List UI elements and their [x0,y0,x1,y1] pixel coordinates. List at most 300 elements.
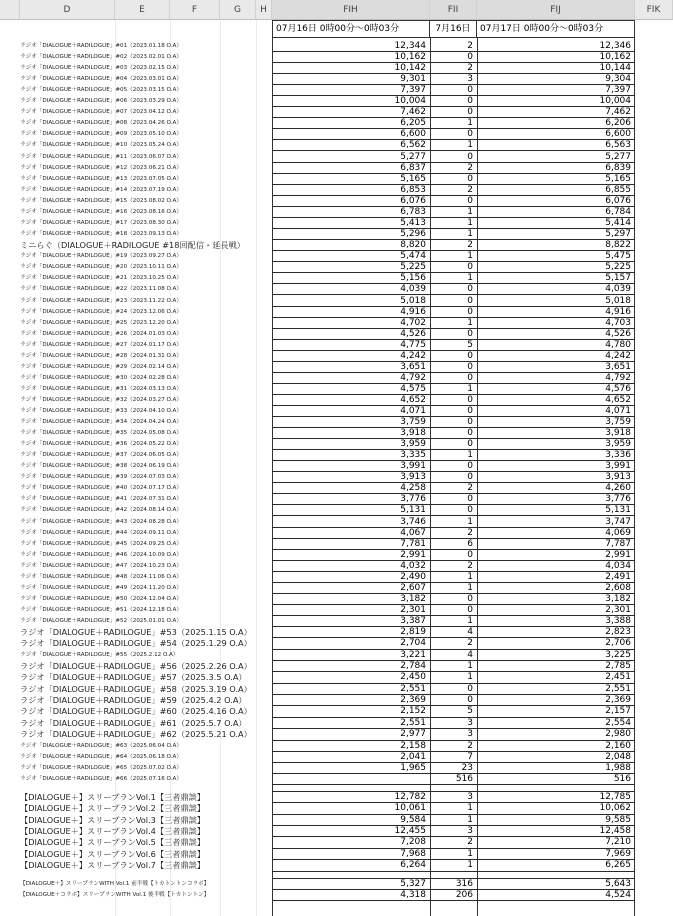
cell-fij[interactable]: 2,301 [477,605,635,616]
column-header-g[interactable]: G [220,0,256,20]
cell-fii[interactable]: 0 [430,605,477,616]
cell-fii[interactable]: 0 [430,684,477,695]
cell-fii[interactable]: 1 [430,273,477,284]
cell-fih[interactable]: 2,704 [272,638,430,649]
row-label[interactable]: ミニらぐ（DIALOGUE＋RADILOGUE #18回配信・延長戦） [20,239,245,250]
cell-fii[interactable]: 0 [430,262,477,273]
cell-fii[interactable]: 0 [430,351,477,362]
row-label[interactable]: ラジオ「DIALOGUE＋RADILOGUE」#51（2024.12.18 O.A） [20,606,182,613]
cell-fii[interactable]: 0 [430,695,477,706]
cell-fih[interactable]: 5,131 [272,505,430,516]
row-label[interactable]: ラジオ「DIALOGUE＋RADILOGUE」#29（2024.02.14 O.A） [20,363,182,370]
cell-fih[interactable]: 7,968 [272,849,430,860]
row-label[interactable]: ラジオ「DIALOGUE＋RADILOGUE」#12（2023.06.21 O.A） [20,164,182,171]
cell-fij[interactable]: 7,787 [477,539,635,550]
cell-fii[interactable]: 0 [430,129,477,140]
cell-fij[interactable]: 4,780 [477,340,635,351]
cell-fih[interactable]: 12,455 [272,826,430,837]
row-label[interactable]: ラジオ「DIALOGUE＋RADILOGUE」#23（2023.11.22 O.A） [20,297,182,304]
column-header-fii[interactable]: FII [430,0,477,20]
row-label[interactable]: ラジオ「DIALOGUE＋RADILOGUE」#20（2023.10.11 O.A） [20,264,182,271]
cell-fih[interactable]: 2,607 [272,583,430,594]
cell-fii[interactable]: 0 [430,296,477,307]
cell-fij[interactable]: 5,643 [477,879,635,890]
header-fii[interactable]: 7月16日 [430,20,477,38]
row-label[interactable]: ラジオ「DIALOGUE＋RADILOGUE」#33（2024.04.10 O.A） [20,408,182,414]
cell-fii[interactable]: 0 [430,472,477,483]
row-label[interactable]: ラジオ「DIALOGUE＋RADILOGUE」#16（2023.08.16 O.A） [20,208,182,215]
cell-fij[interactable]: 5,475 [477,251,635,262]
row-label[interactable]: 【DIALOGUE＋】スリープランVol.4【三者鼎談】 [20,826,206,837]
cell-fih[interactable]: 3,918 [272,428,430,439]
cell-fij[interactable]: 4,792 [477,373,635,384]
row-label[interactable]: ラジオ「DIALOGUE＋RADILOGUE」#54（2025.1.29 O.A） [20,638,252,649]
cell-fih[interactable]: 5,474 [272,251,430,262]
row-label[interactable]: ラジオ「DIALOGUE＋RADILOGUE」#43（2024.08.28 O.A） [20,518,182,525]
row-label[interactable]: ラジオ「DIALOGUE＋RADILOGUE」#18（2023.09.13 O.A） [20,230,182,237]
cell-fii[interactable]: 1 [430,450,477,461]
header-fik[interactable] [635,20,673,38]
cell-fij[interactable]: 5,157 [477,273,635,284]
cell-fij[interactable]: 3,651 [477,362,635,373]
cell-fij[interactable]: 7,969 [477,849,635,860]
cell-fih[interactable]: 4,575 [272,384,430,395]
cell-fih[interactable]: 4,067 [272,528,430,539]
cell-fii[interactable]: 0 [430,550,477,561]
cell-fih[interactable]: 2,301 [272,605,430,616]
cell-fih[interactable]: 4,318 [272,890,430,901]
cell-fih[interactable]: 3,959 [272,439,430,450]
cell-fij[interactable]: 8,822 [477,240,635,251]
spacer-cell[interactable] [272,872,430,879]
cell-fij[interactable]: 4,652 [477,395,635,406]
cell-fih[interactable]: 6,600 [272,129,430,140]
row-label[interactable]: ラジオ「DIALOGUE＋RADILOGUE」#28（2024.01.31 O.A） [20,352,182,359]
cell-fih[interactable]: 2,152 [272,706,430,717]
row-label[interactable]: ラジオ「DIALOGUE＋RADILOGUE」#62（2025.5.21 O.A） [20,729,252,740]
cell-fii[interactable]: 3 [430,792,477,803]
row-label[interactable]: ラジオ「DIALOGUE＋RADILOGUE」#47（2024.10.23 O.A） [20,562,182,569]
row-label[interactable]: ラジオ「DIALOGUE＋RADILOGUE」#25（2023.12.20 O.A） [20,319,182,326]
cell-fih[interactable]: 3,913 [272,472,430,483]
row-label[interactable]: ラジオ「DIALOGUE＋RADILOGUE」#46（2024.10.09 O.A） [20,551,182,558]
cell-fij[interactable]: 6,784 [477,207,635,218]
cell-fij[interactable]: 9,304 [477,74,635,85]
cell-fih[interactable]: 6,205 [272,118,430,129]
cell-fij[interactable]: 2,157 [477,706,635,717]
cell-fii[interactable]: 2 [430,837,477,848]
cell-fii[interactable]: 1 [430,803,477,814]
header-fij[interactable]: 07月17日 0時00分〜0時03分 [477,20,635,38]
row-label[interactable]: ラジオ「DIALOGUE＋RADILOGUE」#36（2024.05.22 O.A） [20,441,182,448]
cell-fii[interactable]: 1 [430,572,477,583]
corner-cell[interactable] [0,0,20,20]
cell-fij[interactable]: 9,585 [477,815,635,826]
cell-fih[interactable]: 2,551 [272,718,430,729]
cell-fii[interactable]: 3 [430,826,477,837]
column-header-fih[interactable]: FIH [272,0,430,20]
cell-fij[interactable]: 516 [477,774,635,785]
row-label[interactable]: ラジオ「DIALOGUE＋RADILOGUE」#44（2024.09.11 O.A） [20,529,182,536]
cell-fih[interactable]: 4,032 [272,561,430,572]
row-label[interactable]: ラジオ「DIALOGUE＋RADILOGUE」#32（2024.03.27 O.A） [20,396,182,403]
cell-fih[interactable]: 8,820 [272,240,430,251]
row-label[interactable]: ラジオ「DIALOGUE＋RADILOGUE」#35（2024.05.08 O.A） [20,430,182,437]
column-header-f[interactable]: F [170,0,220,20]
spacer-cell[interactable] [430,785,477,792]
cell-fii[interactable]: 1 [430,118,477,129]
cell-fij[interactable]: 6,855 [477,185,635,196]
cell-fii[interactable]: 1 [430,140,477,151]
cell-fii[interactable]: 0 [430,329,477,340]
cell-fii[interactable]: 0 [430,85,477,96]
column-header-fik[interactable]: FIK [635,0,673,20]
cell-fii[interactable]: 1 [430,583,477,594]
cell-fij[interactable]: 4,039 [477,284,635,295]
cell-fii[interactable]: 0 [430,152,477,163]
cell-fij[interactable]: 3,388 [477,616,635,627]
row-label[interactable]: ラジオ「DIALOGUE＋RADILOGUE」#41（2024.07.31 O.A） [20,496,182,503]
cell-fii[interactable]: 1 [430,616,477,627]
cell-fii[interactable]: 0 [430,52,477,63]
spacer-cell[interactable] [430,872,477,879]
cell-fii[interactable]: 1 [430,318,477,329]
row-label[interactable]: ラジオ「DIALOGUE＋RADILOGUE」#31（2024.03.13 O.A） [20,385,182,392]
cell-fii[interactable]: 0 [430,594,477,605]
cell-fii[interactable]: 1 [430,815,477,826]
cell-fii[interactable]: 4 [430,627,477,638]
cell-fih[interactable]: 4,702 [272,318,430,329]
cell-fih[interactable]: 3,746 [272,517,430,528]
spacer-cell[interactable] [477,872,635,879]
spacer-cell[interactable] [272,785,430,792]
cell-fij[interactable]: 3,913 [477,472,635,483]
cell-fii[interactable]: 1 [430,860,477,871]
cell-fii[interactable]: 206 [430,890,477,901]
cell-fii[interactable]: 6 [430,539,477,550]
spacer-cell[interactable] [477,785,635,792]
cell-fij[interactable]: 2,785 [477,661,635,672]
cell-fih[interactable]: 5,327 [272,879,430,890]
cell-fih[interactable]: 12,782 [272,792,430,803]
row-label[interactable]: 【DIALOGUE＋】スリープランVol.7【三者鼎談】 [20,860,206,871]
row-label[interactable]: ラジオ「DIALOGUE＋RADILOGUE」#50（2024.12.04 O.A） [20,595,182,602]
cell-fih[interactable]: 10,142 [272,63,430,74]
row-label[interactable]: ラジオ「DIALOGUE＋RADILOGUE」#65（2025.07.02 O.A） [20,764,182,771]
row-label[interactable]: ラジオ「DIALOGUE＋RADILOGUE」#56（2025.2.26 O.A） [20,660,252,671]
column-header-h[interactable]: H [256,0,272,20]
cell-fih[interactable]: 7,397 [272,85,430,96]
cell-fii[interactable]: 0 [430,307,477,318]
cell-fih[interactable]: 4,526 [272,329,430,340]
cell-fij[interactable]: 1,988 [477,763,635,774]
cell-fih[interactable]: 5,277 [272,152,430,163]
cell-fij[interactable]: 4,916 [477,307,635,318]
cell-fij[interactable]: 2,369 [477,695,635,706]
row-label[interactable]: 【DIALOGUE＋】スリープランVol.3【三者鼎談】 [20,814,206,825]
row-label[interactable]: 【DIALOGUE＋コラボ】スリープランWITH Vol.1 後半戦【トカトントン】 [20,891,210,898]
cell-fij[interactable]: 3,225 [477,650,635,661]
row-label[interactable]: ラジオ「DIALOGUE＋RADILOGUE」#53（2025.1.15 O.A） [20,627,252,637]
row-label[interactable]: ラジオ「DIALOGUE＋RADILOGUE」#61（2025.5.7 O.A） [20,717,247,728]
row-label[interactable]: ラジオ「DIALOGUE＋RADILOGUE」#07（2023.04.12 O.A） [20,109,182,116]
cell-fii[interactable]: 0 [430,428,477,439]
cell-fii[interactable]: 0 [430,406,477,417]
cell-fij[interactable]: 12,346 [477,41,635,52]
row-label[interactable]: ラジオ「DIALOGUE＋RADILOGUE」#52（2025.01.01 O.A） [20,617,182,624]
cell-fih[interactable]: 5,018 [272,296,430,307]
cell-fih[interactable]: 12,344 [272,41,430,52]
row-label[interactable]: ラジオ「DIALOGUE＋RADILOGUE」#15（2023.08.02 O.A） [20,197,182,204]
cell-fij[interactable]: 4,260 [477,483,635,494]
cell-fii[interactable]: 0 [430,373,477,384]
cell-fih[interactable]: 7,208 [272,837,430,848]
cell-fij[interactable]: 12,785 [477,792,635,803]
cell-fij[interactable]: 10,144 [477,63,635,74]
cell-fih[interactable]: 2,819 [272,627,430,638]
cell-fih[interactable]: 6,853 [272,185,430,196]
cell-fij[interactable]: 6,076 [477,196,635,207]
cell-fij[interactable]: 3,991 [477,461,635,472]
cell-fih[interactable]: 2,977 [272,729,430,740]
row-label[interactable]: ラジオ「DIALOGUE＋RADILOGUE」#66（2025.07.16 O.A） [20,775,182,782]
cell-fii[interactable]: 5 [430,340,477,351]
row-label[interactable]: ラジオ「DIALOGUE＋RADILOGUE」#11（2023.06.07 O.A） [20,153,182,160]
cell-fij[interactable]: 5,131 [477,505,635,516]
header-fih[interactable]: 07月16日 0時00分〜0時03分 [272,20,430,38]
cell-fii[interactable]: 0 [430,96,477,107]
cell-fii[interactable]: 0 [430,196,477,207]
cell-fii[interactable]: 2 [430,41,477,52]
row-label[interactable]: ラジオ「DIALOGUE＋RADILOGUE」#59（2025.4.2 O.A） [20,695,247,706]
cell-fih[interactable]: 5,165 [272,174,430,185]
cell-fih[interactable]: 4,039 [272,284,430,295]
cell-fii[interactable]: 7 [430,752,477,763]
cell-fih[interactable]: 7,781 [272,539,430,550]
cell-fij[interactable]: 5,165 [477,174,635,185]
row-label[interactable]: ラジオ「DIALOGUE＋RADILOGUE」#06（2023.03.29 O.A） [20,98,182,105]
cell-fij[interactable]: 5,297 [477,229,635,240]
cell-fij[interactable]: 7,210 [477,837,635,848]
row-label[interactable]: ラジオ「DIALOGUE＋RADILOGUE」#39（2024.07.03 O.A） [20,474,182,481]
cell-fih[interactable]: 9,301 [272,74,430,85]
cell-fij[interactable]: 4,242 [477,351,635,362]
row-label[interactable]: ラジオ「DIALOGUE＋RADILOGUE」#38（2024.06.19 O.A） [20,463,182,470]
cell-fih[interactable]: 4,258 [272,483,430,494]
cell-fij[interactable]: 3,747 [477,517,635,528]
row-label[interactable]: ラジオ「DIALOGUE＋RADILOGUE」#55（2025.2.12 O.A） [20,651,179,658]
cell-fij[interactable]: 2,451 [477,672,635,683]
cell-fii[interactable]: 316 [430,879,477,890]
cell-fih[interactable] [272,774,430,785]
cell-fii[interactable]: 0 [430,505,477,516]
cell-fih[interactable]: 6,076 [272,196,430,207]
cell-fij[interactable]: 5,277 [477,152,635,163]
cell-fih[interactable]: 2,450 [272,672,430,683]
cell-fii[interactable]: 0 [430,461,477,472]
cell-fii[interactable]: 2 [430,528,477,539]
cell-fij[interactable]: 2,991 [477,550,635,561]
cell-fij[interactable]: 7,462 [477,107,635,118]
cell-fij[interactable]: 5,018 [477,296,635,307]
row-label[interactable]: ラジオ「DIALOGUE＋RADILOGUE」#49（2024.11.20 O.A） [20,584,182,591]
cell-fij[interactable]: 3,336 [477,450,635,461]
cell-fij[interactable]: 7,397 [477,85,635,96]
cell-fij[interactable]: 2,554 [477,718,635,729]
row-label[interactable]: ラジオ「DIALOGUE＋RADILOGUE」#19（2023.09.27 O.A） [20,253,182,260]
cell-fii[interactable]: 2 [430,163,477,174]
row-label[interactable]: 【DIALOGUE＋】スリープランVol.5【三者鼎談】 [20,837,206,848]
cell-fii[interactable]: 1 [430,229,477,240]
row-label[interactable]: ラジオ「DIALOGUE＋RADILOGUE」#60（2025.4.16 O.A） [20,706,252,717]
column-header-d[interactable]: D [20,0,115,20]
cell-fih[interactable]: 6,783 [272,207,430,218]
cell-fih[interactable]: 4,242 [272,351,430,362]
row-label[interactable]: ラジオ「DIALOGUE＋RADILOGUE」#02（2023.02.01 O.A） [20,54,182,61]
cell-fij[interactable]: 3,776 [477,494,635,505]
cell-fih[interactable]: 3,759 [272,417,430,428]
cell-fij[interactable]: 2,491 [477,572,635,583]
column-header-fij[interactable]: FIJ [477,0,635,20]
cell-fih[interactable]: 4,792 [272,373,430,384]
row-label[interactable]: ラジオ「DIALOGUE＋RADILOGUE」#26（2024.01.03 O.A） [20,330,182,337]
cell-fii[interactable]: 3 [430,718,477,729]
cell-fii[interactable]: 2 [430,185,477,196]
row-label[interactable]: ラジオ「DIALOGUE＋RADILOGUE」#45（2024.09.25 O.A） [20,540,182,547]
cell-fij[interactable]: 10,062 [477,803,635,814]
cell-fij[interactable]: 12,458 [477,826,635,837]
cell-fij[interactable]: 2,048 [477,752,635,763]
cell-fih[interactable]: 2,991 [272,550,430,561]
cell-fij[interactable]: 6,206 [477,118,635,129]
cell-fij[interactable]: 3,918 [477,428,635,439]
cell-fih[interactable]: 1,965 [272,763,430,774]
cell-fij[interactable]: 10,004 [477,96,635,107]
cell-fih[interactable]: 3,991 [272,461,430,472]
cell-fij[interactable]: 5,414 [477,218,635,229]
cell-fih[interactable]: 3,221 [272,650,430,661]
row-label[interactable]: ラジオ「DIALOGUE＋RADILOGUE」#09（2023.05.10 O.A） [20,131,182,138]
cell-fih[interactable]: 9,584 [272,815,430,826]
cell-fij[interactable]: 2,823 [477,627,635,638]
cell-fih[interactable]: 6,562 [272,140,430,151]
cell-fii[interactable]: 0 [430,417,477,428]
cell-fih[interactable]: 4,652 [272,395,430,406]
cell-fij[interactable]: 2,160 [477,741,635,752]
cell-fij[interactable]: 6,839 [477,163,635,174]
cell-fij[interactable]: 4,576 [477,384,635,395]
cell-fih[interactable]: 10,004 [272,96,430,107]
row-label[interactable]: ラジオ「DIALOGUE＋RADILOGUE」#24（2023.12.06 O.A） [20,308,182,315]
cell-fii[interactable]: 5 [430,706,477,717]
cell-fij[interactable]: 2,551 [477,684,635,695]
cell-fii[interactable]: 1 [430,672,477,683]
row-label[interactable]: ラジオ「DIALOGUE＋RADILOGUE」#27（2024.01.17 O.A） [20,341,182,348]
cell-fih[interactable]: 2,158 [272,741,430,752]
cell-fij[interactable]: 4,069 [477,528,635,539]
cell-fij[interactable]: 2,608 [477,583,635,594]
row-label[interactable]: ラジオ「DIALOGUE＋RADILOGUE」#01（2023.01.18 O.A） [20,43,182,49]
cell-fii[interactable]: 3 [430,74,477,85]
cell-fii[interactable]: 516 [430,774,477,785]
row-label[interactable]: ラジオ「DIALOGUE＋RADILOGUE」#03（2023.02.15 O.A） [20,65,182,72]
row-label[interactable]: ラジオ「DIALOGUE＋RADILOGUE」#17（2023.08.30 O.A） [20,219,182,226]
row-label[interactable]: ラジオ「DIALOGUE＋RADILOGUE」#13（2023.07.05 O.A） [20,175,182,182]
cell-fij[interactable]: 2,980 [477,729,635,740]
cell-fih[interactable]: 3,776 [272,494,430,505]
cell-fij[interactable]: 4,034 [477,561,635,572]
cell-fii[interactable]: 2 [430,638,477,649]
cell-fii[interactable]: 1 [430,517,477,528]
cell-fii[interactable]: 2 [430,240,477,251]
cell-fih[interactable]: 10,162 [272,52,430,63]
cell-fij[interactable]: 5,225 [477,262,635,273]
row-label[interactable]: ラジオ「DIALOGUE＋RADILOGUE」#64（2025.06.18 O.A） [20,753,182,760]
cell-fii[interactable]: 4 [430,650,477,661]
cell-fij[interactable]: 10,162 [477,52,635,63]
cell-fij[interactable]: 4,071 [477,406,635,417]
row-label[interactable]: ラジオ「DIALOGUE＋RADILOGUE」#21（2023.10.25 O.A） [20,275,182,282]
cell-fih[interactable]: 4,775 [272,340,430,351]
cell-fij[interactable]: 4,703 [477,318,635,329]
cell-fij[interactable]: 2,706 [477,638,635,649]
cell-fii[interactable]: 2 [430,561,477,572]
cell-fih[interactable]: 6,264 [272,860,430,871]
row-label[interactable]: ラジオ「DIALOGUE＋RADILOGUE」#63（2025.06.04 O.A） [20,742,182,749]
cell-fih[interactable]: 2,369 [272,695,430,706]
cell-fih[interactable]: 4,071 [272,406,430,417]
cell-fih[interactable]: 3,651 [272,362,430,373]
cell-fij[interactable]: 6,600 [477,129,635,140]
cell-fii[interactable]: 3 [430,729,477,740]
cell-fih[interactable]: 6,837 [272,163,430,174]
cell-fii[interactable]: 0 [430,494,477,505]
row-label[interactable]: ラジオ「DIALOGUE＋RADILOGUE」#30（2024.02.28 O.A） [20,374,182,381]
cell-fih[interactable]: 3,335 [272,450,430,461]
cell-fii[interactable]: 0 [430,362,477,373]
row-label[interactable]: ラジオ「DIALOGUE＋RADILOGUE」#05（2023.03.15 O.A） [20,87,182,94]
row-label[interactable]: ラジオ「DIALOGUE＋RADILOGUE」#57（2025.3.5 O.A） [20,672,247,683]
row-label[interactable]: ラジオ「DIALOGUE＋RADILOGUE」#22（2023.11.08 O.A） [20,286,182,293]
cell-fih[interactable]: 7,462 [272,107,430,118]
row-label[interactable]: 【DIALOGUE＋】スリープランVol.1【三者鼎談】 [20,791,206,802]
row-label[interactable]: ラジオ「DIALOGUE＋RADILOGUE」#34（2024.04.24 O.A） [20,419,182,426]
cell-fih[interactable]: 3,387 [272,616,430,627]
row-label[interactable]: ラジオ「DIALOGUE＋RADILOGUE」#40（2024.07.17 O.A） [20,485,182,492]
cell-fii[interactable]: 0 [430,395,477,406]
row-label[interactable]: 【DIALOGUE＋】スリープランVol.6【三者鼎談】 [20,848,206,859]
cell-fih[interactable]: 2,551 [272,684,430,695]
cell-fii[interactable]: 1 [430,661,477,672]
cell-fii[interactable]: 0 [430,439,477,450]
cell-fij[interactable]: 4,526 [477,329,635,340]
cell-fii[interactable]: 23 [430,763,477,774]
cell-fii[interactable]: 1 [430,849,477,860]
cell-fij[interactable]: 3,759 [477,417,635,428]
column-header-e[interactable]: E [115,0,170,20]
cell-fij[interactable]: 6,563 [477,140,635,151]
cell-fih[interactable]: 4,916 [272,307,430,318]
cell-fih[interactable]: 5,296 [272,229,430,240]
row-label[interactable]: ラジオ「DIALOGUE＋RADILOGUE」#08（2023.04.26 O.A） [20,120,182,127]
cell-fih[interactable]: 5,413 [272,218,430,229]
cell-fih[interactable]: 3,182 [272,594,430,605]
cell-fii[interactable]: 2 [430,483,477,494]
row-label[interactable]: ラジオ「DIALOGUE＋RADILOGUE」#58（2025.3.19 O.A） [20,683,252,694]
cell-fih[interactable]: 2,490 [272,572,430,583]
cell-fii[interactable]: 1 [430,218,477,229]
cell-fih[interactable]: 2,041 [272,752,430,763]
